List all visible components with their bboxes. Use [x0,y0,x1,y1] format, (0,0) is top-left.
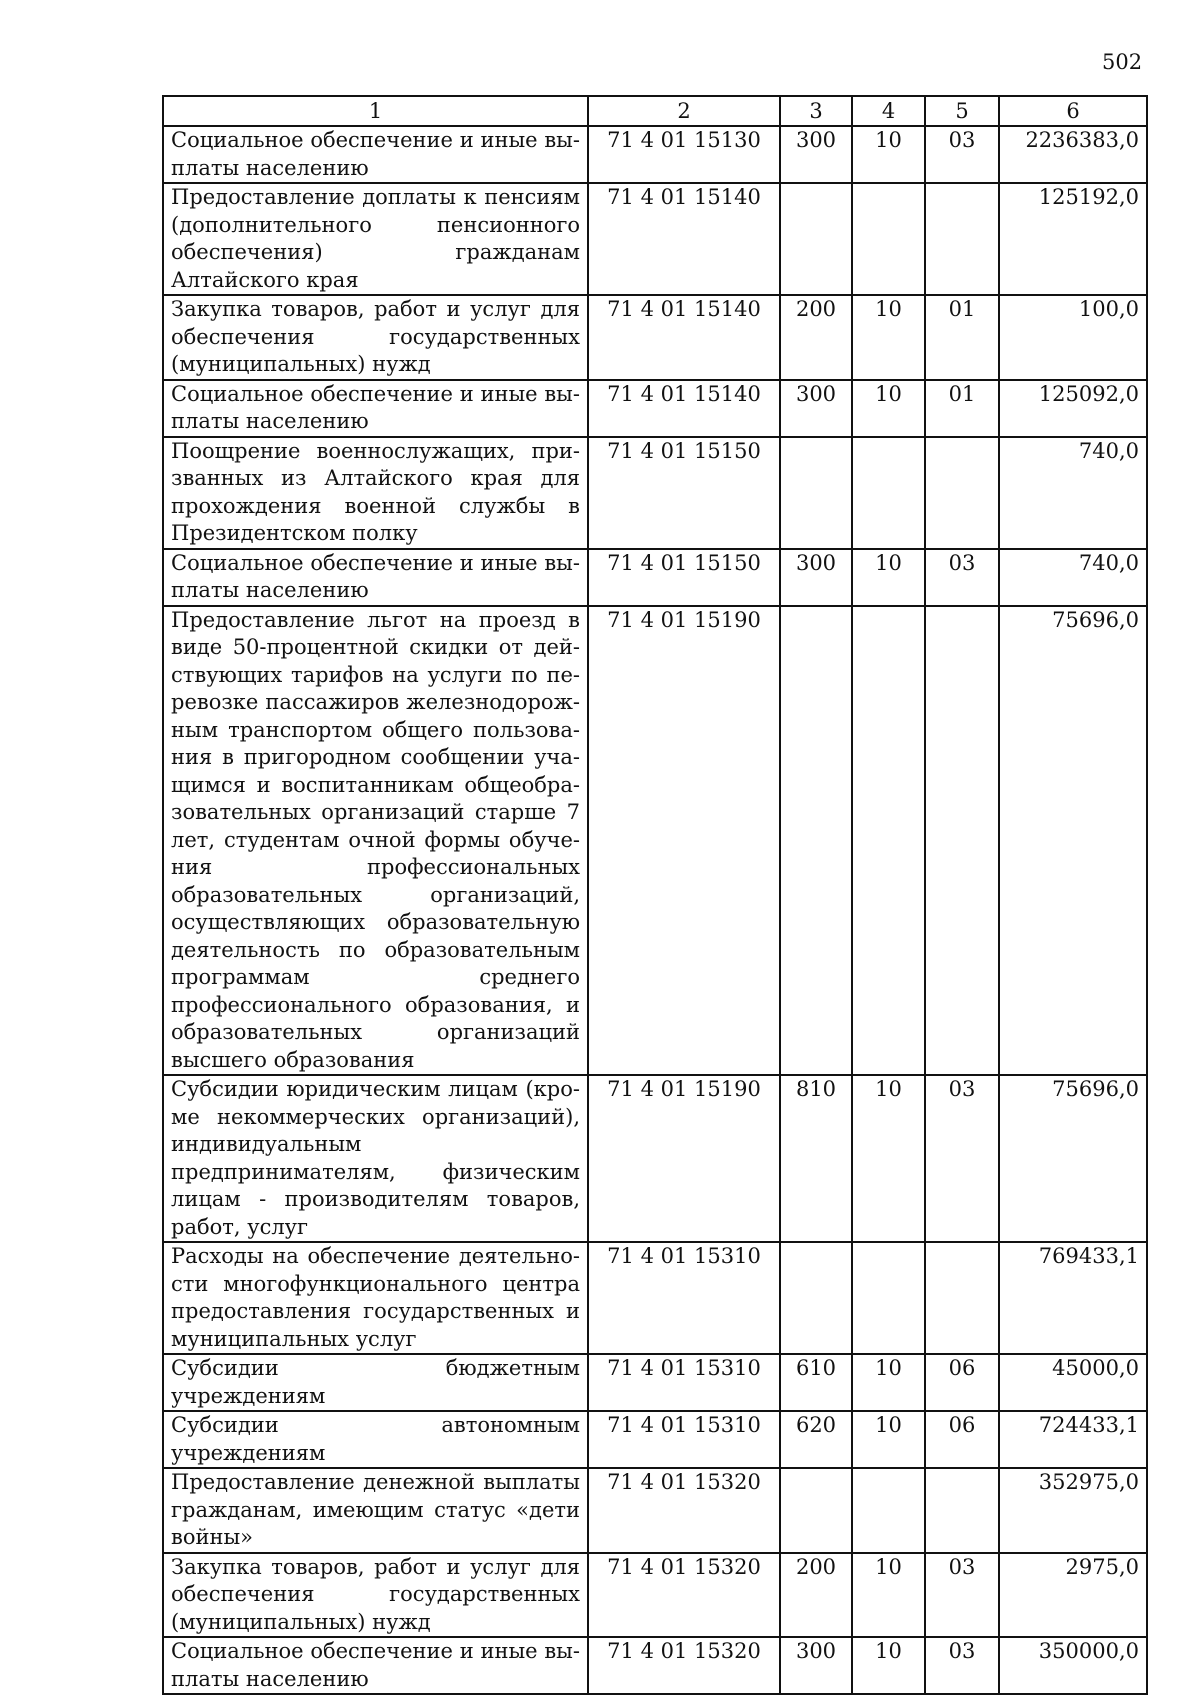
row-col-5: 03 [925,126,999,183]
row-col-4: 10 [852,295,925,380]
row-amount: 75696,0 [999,1075,1147,1242]
table-row [163,1637,1147,1694]
row-amount: 125192,0 [999,183,1147,295]
row-name: Поощрение военнослужащих, призванных из Алтайского края для прохождения военной службы в Президентском полку [163,437,588,549]
row-col-3 [780,183,852,295]
row-col-5: 06 [925,1354,999,1411]
row-col-5 [925,437,999,549]
row-col-3: 200 [780,1553,852,1638]
row-name: Субсидии бюджетным учреждениям [163,1354,588,1411]
row-amount: 740,0 [999,549,1147,606]
row-code: 71 4 01 15310 [588,1354,780,1411]
row-col-4 [852,606,925,1076]
row-amount: 769433,1 [999,1242,1147,1354]
row-amount: 45000,0 [999,1354,1147,1411]
row-amount: 125092,0 [999,380,1147,437]
table-row [163,606,1147,1076]
row-code: 71 4 01 15320 [588,1553,780,1638]
row-col-3: 300 [780,1637,852,1694]
row-col-4: 10 [852,549,925,606]
table-row [163,1242,1147,1354]
row-col-5: 03 [925,1075,999,1242]
row-amount: 100,0 [999,295,1147,380]
row-col-5 [925,1242,999,1354]
table-row [163,380,1147,437]
row-col-5: 03 [925,549,999,606]
row-col-3: 300 [780,126,852,183]
row-col-3 [780,606,852,1076]
row-col-3: 300 [780,380,852,437]
row-col-3: 610 [780,1354,852,1411]
row-name: Предоставление льгот на проезд в виде 50-процентной скидки от действующих тарифов на услуги по перевозке пассажиров железнодорожным транспортом общего пользования в пригородном сообщении учащимся и воспитанникам общеобразовательных организаций старше 7 лет, студентам очной формы обучения профессиональных образовательных организаций, осуществляющих образовательную деятельность по образовательным программам среднего профессионального образования, и образовательных организаций высшего образования [163,606,588,1076]
row-amount: 350000,0 [999,1637,1147,1694]
row-col-4: 10 [852,1411,925,1468]
row-amount: 75696,0 [999,606,1147,1076]
header-col-4: 4 [852,96,925,126]
row-code: 71 4 01 15310 [588,1242,780,1354]
table-row [163,1354,1147,1411]
table-row [163,549,1147,606]
row-code: 71 4 01 15140 [588,295,780,380]
row-col-3: 620 [780,1411,852,1468]
row-code: 71 4 01 15190 [588,606,780,1076]
table-row [163,1411,1147,1468]
row-code: 71 4 01 15130 [588,126,780,183]
row-col-4: 10 [852,1075,925,1242]
row-col-3 [780,1242,852,1354]
header-col-1: 1 [163,96,588,126]
page-number: 502 [1102,50,1143,74]
table-row [163,295,1147,380]
header-col-3: 3 [780,96,852,126]
row-code: 71 4 01 15140 [588,380,780,437]
row-col-5 [925,606,999,1076]
header-col-6: 6 [999,96,1147,126]
row-col-3 [780,437,852,549]
row-name: Закупка товаров, работ и услуг для обеспечения государственных (муниципальных) нужд [163,1553,588,1638]
row-name: Закупка товаров, работ и услуг для обеспечения государственных (муниципальных) нужд [163,295,588,380]
budget-table [162,95,1148,1695]
row-code: 71 4 01 15190 [588,1075,780,1242]
row-name: Субсидии автономным учреждениям [163,1411,588,1468]
row-code: 71 4 01 15140 [588,183,780,295]
row-amount: 2975,0 [999,1553,1147,1638]
row-name: Социальное обеспечение и иные выплаты населению [163,126,588,183]
row-col-4 [852,1468,925,1553]
table-row [163,1075,1147,1242]
row-col-3 [780,1468,852,1553]
table-row [163,437,1147,549]
row-amount: 724433,1 [999,1411,1147,1468]
row-col-3: 810 [780,1075,852,1242]
row-col-4 [852,183,925,295]
row-col-4 [852,1242,925,1354]
row-col-4: 10 [852,1637,925,1694]
table-row [163,183,1147,295]
row-name: Социальное обеспечение и иные выплаты населению [163,549,588,606]
row-name: Предоставление доплаты к пенсиям (дополнительного пенсионного обеспечения) гражданам Алтайского края [163,183,588,295]
header-row [163,96,1147,126]
row-col-4: 10 [852,126,925,183]
row-code: 71 4 01 15310 [588,1411,780,1468]
row-col-5: 01 [925,380,999,437]
row-code: 71 4 01 15320 [588,1637,780,1694]
table-row [163,1468,1147,1553]
row-col-5: 03 [925,1637,999,1694]
row-col-5: 06 [925,1411,999,1468]
row-name: Предоставление денежной выплаты гражданам, имеющим статус «дети войны» [163,1468,588,1553]
row-col-3: 300 [780,549,852,606]
row-name: Социальное обеспечение и иные выплаты населению [163,1637,588,1694]
row-name: Социальное обеспечение и иные выплаты населению [163,380,588,437]
row-col-4: 10 [852,1553,925,1638]
row-col-3: 200 [780,295,852,380]
row-amount: 740,0 [999,437,1147,549]
row-col-5 [925,183,999,295]
row-col-4: 10 [852,380,925,437]
row-col-5: 01 [925,295,999,380]
row-col-4 [852,437,925,549]
row-code: 71 4 01 15150 [588,437,780,549]
row-amount: 352975,0 [999,1468,1147,1553]
table-row [163,126,1147,183]
row-name: Субсидии юридическим лицам (кроме некоммерческих организаций), индивидуальным предпринимателям, физическим лицам - производителям товаров, работ, услуг [163,1075,588,1242]
header-col-5: 5 [925,96,999,126]
row-col-4: 10 [852,1354,925,1411]
row-amount: 2236383,0 [999,126,1147,183]
table-row [163,1553,1147,1638]
row-name: Расходы на обеспечение деятельности многофункционального центра предоставления государственных и муниципальных услуг [163,1242,588,1354]
row-code: 71 4 01 15320 [588,1468,780,1553]
row-col-5: 03 [925,1553,999,1638]
row-col-5 [925,1468,999,1553]
row-code: 71 4 01 15150 [588,549,780,606]
header-col-2: 2 [588,96,780,126]
